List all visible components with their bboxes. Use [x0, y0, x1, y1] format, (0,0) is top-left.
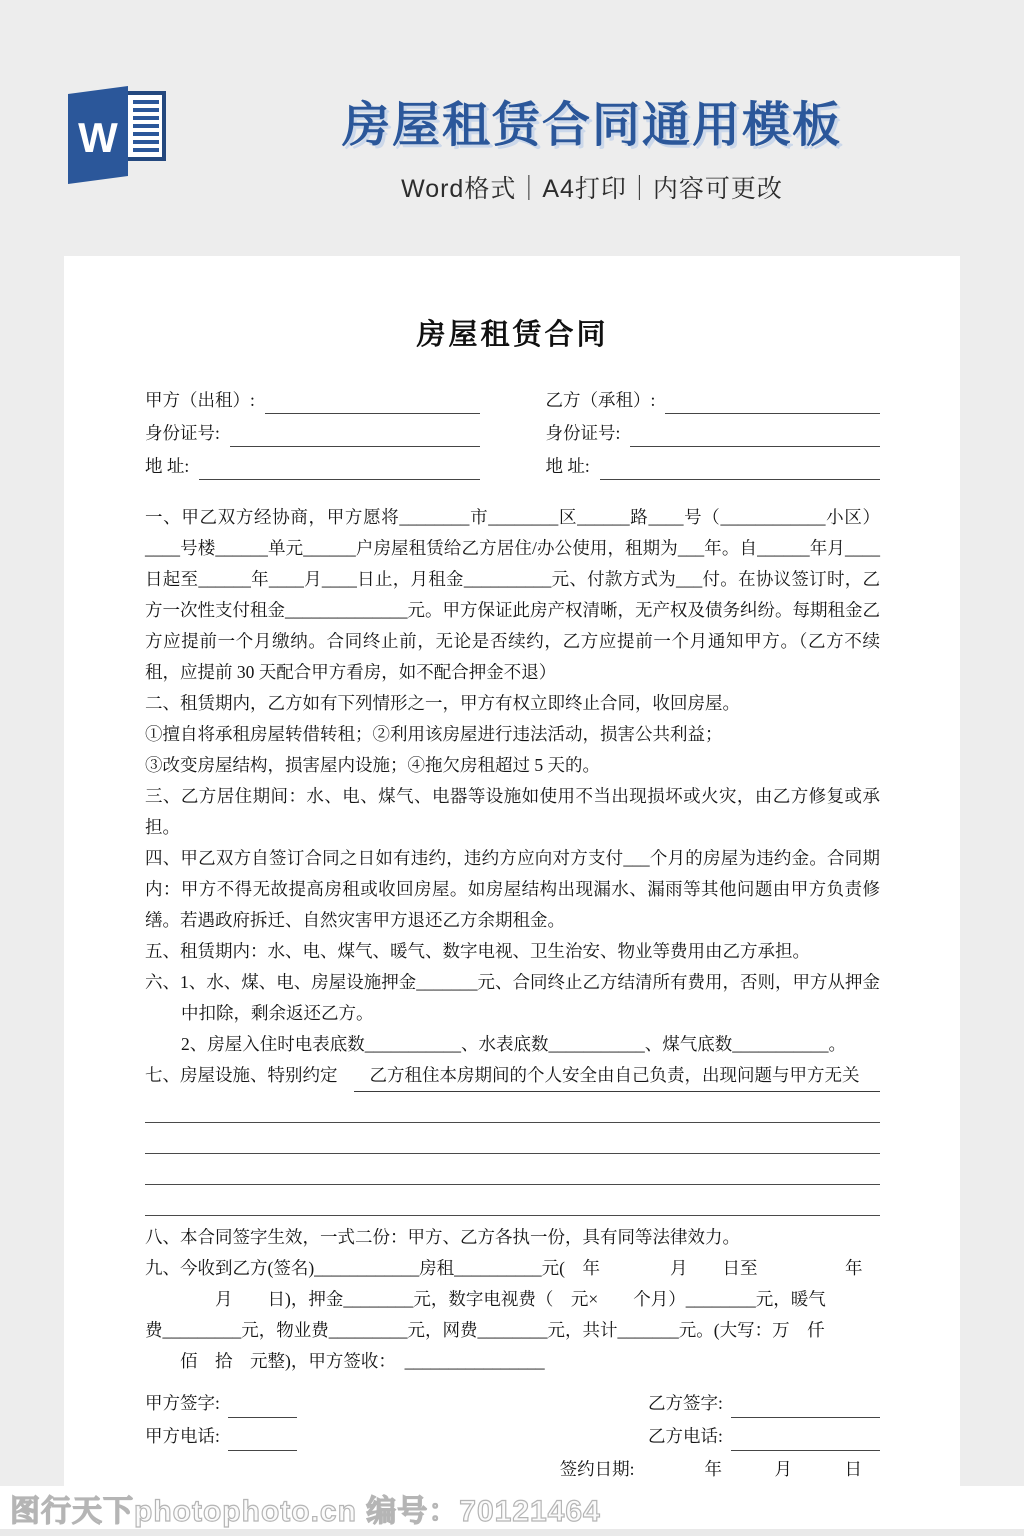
party-row — [145, 453, 880, 486]
clause-6-item-2: 2、房屋入住时电表底数___________、水表底数___________、煤气底数___________。 — [181, 1034, 846, 1054]
field-label: 地 址: — [545, 456, 590, 476]
clause-7-filled-line: 乙方租住本房期间的个人安全由自己负责，出现问题与甲方无关 — [354, 1060, 881, 1092]
contract-title: 房屋租赁合同 — [416, 319, 609, 351]
fill-in-line — [265, 387, 480, 414]
party-field-tenant-address — [546, 453, 881, 486]
signature-line — [731, 1390, 880, 1418]
field-label: 身份证号: — [145, 423, 220, 443]
field-label: 地 址: — [145, 456, 190, 476]
word-icon-letter: W — [78, 114, 118, 161]
signature-line — [228, 1390, 297, 1418]
signature-label: 乙方签字: — [648, 1393, 723, 1413]
landlord-phone-field — [145, 1423, 297, 1456]
clause-6-item-1: 六、1、水、煤、电、房屋设施押金_______元、合同终止乙方结清所有费用，否则，甲方从押金中扣除，剩余返还乙方。 — [145, 972, 880, 1023]
header — [0, 0, 1024, 240]
signature-line — [228, 1423, 297, 1451]
word-icon — [62, 82, 188, 192]
clause-1: 一、甲乙双方经协商，甲方愿将________市________区______路____号（____________小区）____号楼______单元______户房屋租赁给乙方居住/办公使用，租期为___年。自______年月____日起至______年____月____日止，月租金__________元、付款方式为___付。在协议签订时，乙方一次性支付租金______________元。甲方保证此房产权清晰，无产权及债务纠纷。每期租金乙方应提前一个月缴纳。合同终止前，无论是否续约，乙方应提前一个月通知甲方。（乙方不续租，应提前 30 天配合甲方看房，如不配合押金不退） — [145, 507, 880, 682]
clause-9-line-3: 费_________元，物业费_________元，网费________元，共计_______元。(大写：万 仟 — [145, 1320, 825, 1340]
signature-row — [145, 1423, 880, 1456]
document-content — [64, 256, 960, 1489]
field-label: 甲方（出租）: — [145, 390, 255, 410]
clause-2: 二、租赁期内，乙方如有下列情形之一，甲方有权立即终止合同，收回房屋。 — [145, 693, 740, 713]
clause-8: 八、本合同签字生效，一式二份：甲方、乙方各执一份，具有同等法律效力。 — [145, 1227, 740, 1247]
clause-7 — [145, 1060, 880, 1092]
clause-9-line-2: 月 日)，押金________元，数字电视费（ 元× 个月）________元，暖气 — [145, 1289, 826, 1309]
fill-in-line — [665, 387, 880, 414]
clause-2-item-1: ①擅自将承租房屋转借转租；②利用该房屋进行违法活动，损害公共利益； — [145, 724, 723, 744]
tenant-phone-field — [648, 1423, 880, 1456]
party-row — [145, 420, 880, 453]
fill-in-line — [630, 420, 880, 447]
party-info-section — [145, 387, 880, 486]
clause-5: 五、租赁期内：水、电、煤气、暖气、数字电视、卫生治安、物业等费用由乙方承担。 — [145, 941, 810, 961]
template-title: 房屋租赁合同通用模板 — [341, 99, 842, 152]
watermark-bar — [0, 1486, 1024, 1536]
template-subtitle: Word格式｜A4打印｜内容可更改 — [401, 175, 783, 203]
fill-in-line — [199, 453, 479, 480]
party-field-landlord — [145, 387, 480, 420]
signature-label: 乙方电话: — [648, 1426, 723, 1446]
blank-fill-line — [145, 1092, 880, 1123]
signature-section — [145, 1390, 880, 1489]
party-field-landlord-id — [145, 420, 480, 453]
clause-4: 四、甲乙双方自签订合同之日如有违约，违约方应向对方支付___个月的房屋为违约金。合同期内：甲方不得无故提高房租或收回房屋。如房屋结构出现漏水、漏雨等其他问题由甲方负责修缮。若遇政府拆迁、自然灾害甲方退还乙方余期租金。 — [145, 848, 880, 930]
signature-row — [145, 1390, 880, 1423]
party-field-landlord-address — [145, 453, 480, 486]
field-label: 乙方（承租）: — [545, 390, 656, 410]
clause-7-label: 七、房屋设施、特别约定 — [145, 1065, 338, 1085]
blank-fill-line — [145, 1185, 880, 1216]
clause-3: 三、乙方居住期间：水、电、煤气、电器等设施如使用不当出现损坏或火灾，由乙方修复或承担。 — [145, 786, 880, 837]
word-icon-document-lines — [133, 102, 159, 150]
signature-label: 甲方签字: — [145, 1393, 220, 1413]
header-text — [225, 86, 959, 205]
party-field-tenant — [546, 387, 881, 420]
clause-9-line-4: 佰 拾 元整)，甲方签收： ________________ — [145, 1351, 545, 1371]
landlord-signature-field — [145, 1390, 297, 1423]
document-page — [64, 256, 960, 1536]
party-row — [145, 387, 880, 420]
tenant-signature-field — [648, 1390, 880, 1423]
watermark-text: 图行天下photophoto.cn 编号：70121464 — [10, 1494, 601, 1528]
blank-fill-line — [145, 1123, 880, 1154]
signature-line — [731, 1423, 880, 1451]
party-field-tenant-id — [546, 420, 881, 453]
clauses-section — [145, 502, 880, 1377]
blank-fill-line — [145, 1154, 880, 1185]
field-label: 身份证号: — [545, 423, 621, 443]
signature-label: 甲方电话: — [145, 1426, 220, 1446]
fill-in-line — [230, 420, 480, 447]
clause-9-line-1: 九、今收到乙方(签名)____________房租__________元( 年 月 日至 年 — [145, 1258, 863, 1278]
signing-date: 签约日期: 年 月 日 — [559, 1459, 862, 1479]
fill-in-line — [600, 453, 880, 480]
clause-2-item-2: ③改变房屋结构，损害屋内设施；④拖欠房租超过 5 天的。 — [145, 755, 600, 775]
